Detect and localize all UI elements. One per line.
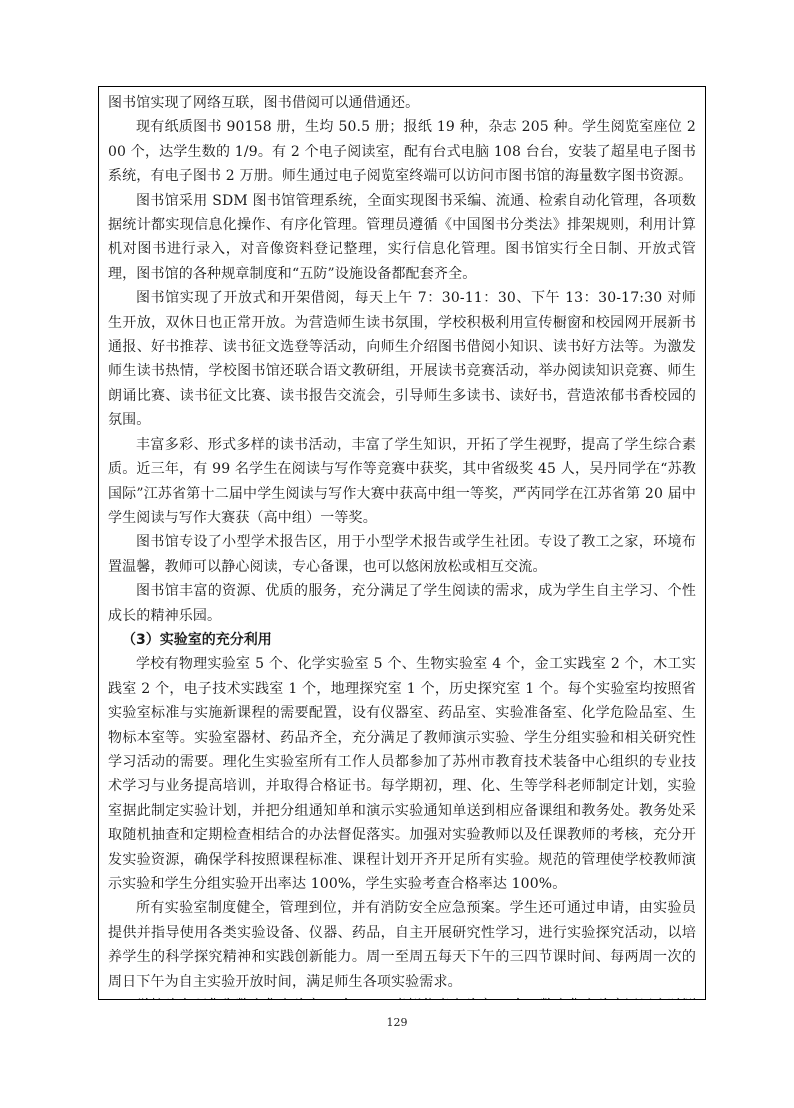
paragraph-reading-activities: 丰富多彩、形式多样的读书活动，丰富了学生知识，开拓了学生视野，提高了学生综合素质。近三年，有 99 名学生在阅读与写作等竞赛中获奖，其中省级奖 45 人，吴丹同学在“苏教国际”江苏省第十二届中学生阅读与写作大赛中获高中组一等奖，严芮同学在江苏省第 20 届中学生阅读与写作大赛获（高中组）一等奖。	[108, 436, 696, 526]
paragraph-network: 图书馆实现了网络互联，图书借阅可以通借通还。	[108, 95, 420, 111]
paragraph-lab-rules: 所有实验室制度健全，管理到位，并有消防安全应急预案。学生还可通过申请，由实验员提供并指导使用各类实验设备、仪器、药品，自主开展研究性学习，进行实验探究活动，以培养学生的科学探究精神和实践创新能力。周一至周五每天下午的三四节课时间、每两周一次的周日下午为自主实验开放时间，满足师生各项实验需求。	[108, 900, 696, 990]
document-body	[99, 87, 705, 1000]
paragraph-lab-facilities: 学校有物理实验室 5 个、化学实验室 5 个、生物实验室 4 个，金工实践室 2 个，木工实践室 2 个，电子技术实践室 1 个，地理探究室 1 个，历史探究室 1 个。每个实验室均按照省实验室标准与实施新课程的需要配置，设有仪器室、药品室、实验准备室、化学危险品室、生物标本室等。实验室器材、药品齐全，充分满足了教师演示实验、学生分组实验和相关研究性学习活动的需要。理化生实验室所有工作人员都参加了苏州市教育技术装备中心组织的专业技术学习与业务提高培训，并取得合格证书。每学期初，理、化、生等学科老师制定计划，实验室据此制定实验计划，并把分组通知单和演示实验通知单送到相应备课组和教务处。教务处采取随机抽查和定期检查相结合的办法督促落实。加强对实验教师以及任课教师的考核，充分开发实验资源，确保学科按照课程标准、课程计划开齐开足所有实验。规范的管理使学校教师演示实验和学生分组实验开出率达 100%，学生实验考查合格率达 100%。	[108, 656, 696, 892]
section-heading-lab: （3）实验室的充分利用	[122, 631, 272, 648]
paragraph-report-area: 图书馆专设了小型学术报告区，用于小型学术报告或学生社团。专设了教工之家，环境布置温馨，教师可以静心阅读，专心备课，也可以悠闲放松或相互交流。	[108, 534, 696, 575]
paragraph-opening-hours: 图书馆实现了开放式和开架借阅，每天上午 7：30-11：30、下午 13：30-17:30 对师生开放，双休日也正常开放。为营造师生读书氛围，学校积极利用宣传橱窗和校园网开展新书通报、好书推荐、读书征文选登等活动，向师生介绍图书借阅小知识、读书好方法等。为激发师生读书热情，学校图书馆还联合语文教研组，开展读书竞赛活动，举办阅读知识竞赛、师生朗诵比赛、读书征文比赛、读书报告交流会，引导师生多读书、读好书，营造浓郁书香校园的氛围。	[108, 290, 696, 429]
paragraph-management-system: 图书馆采用 SDM 图书馆管理系统，全面实现图书采编、流通、检索自动化管理，各项数据统计都实现信息化操作、有序化管理。管理员遵循《中国图书分类法》排架规则，利用计算机对图书进行录入，对音像资料登记整理，实行信息化管理。图书馆实行全日制、开放式管理，图书馆的各种规章制度和“五防”设施设备都配套齐全。	[108, 192, 696, 282]
paragraph-digital-lab	[108, 994, 696, 1000]
content-frame	[98, 86, 706, 1000]
paragraph-collection: 现有纸质图书 90158 册，生均 50.5 册；报纸 19 种，杂志 205 种。学生阅览室座位 200 个，达学生数的 1/9。有 2 个电子阅读室，配有台式电脑 108 台台，安装了超星电子图书系统，有电子图书 2 万册。师生通过电子阅览室终端可以访问市图书馆的海量数字图书资源。	[108, 119, 696, 185]
paragraph-library-summary: 图书馆丰富的资源、优质的服务，充分满足了学生阅读的需求，成为学生自主学习、个性成长的精神乐园。	[108, 583, 696, 624]
page-number: 129	[386, 1016, 408, 1029]
